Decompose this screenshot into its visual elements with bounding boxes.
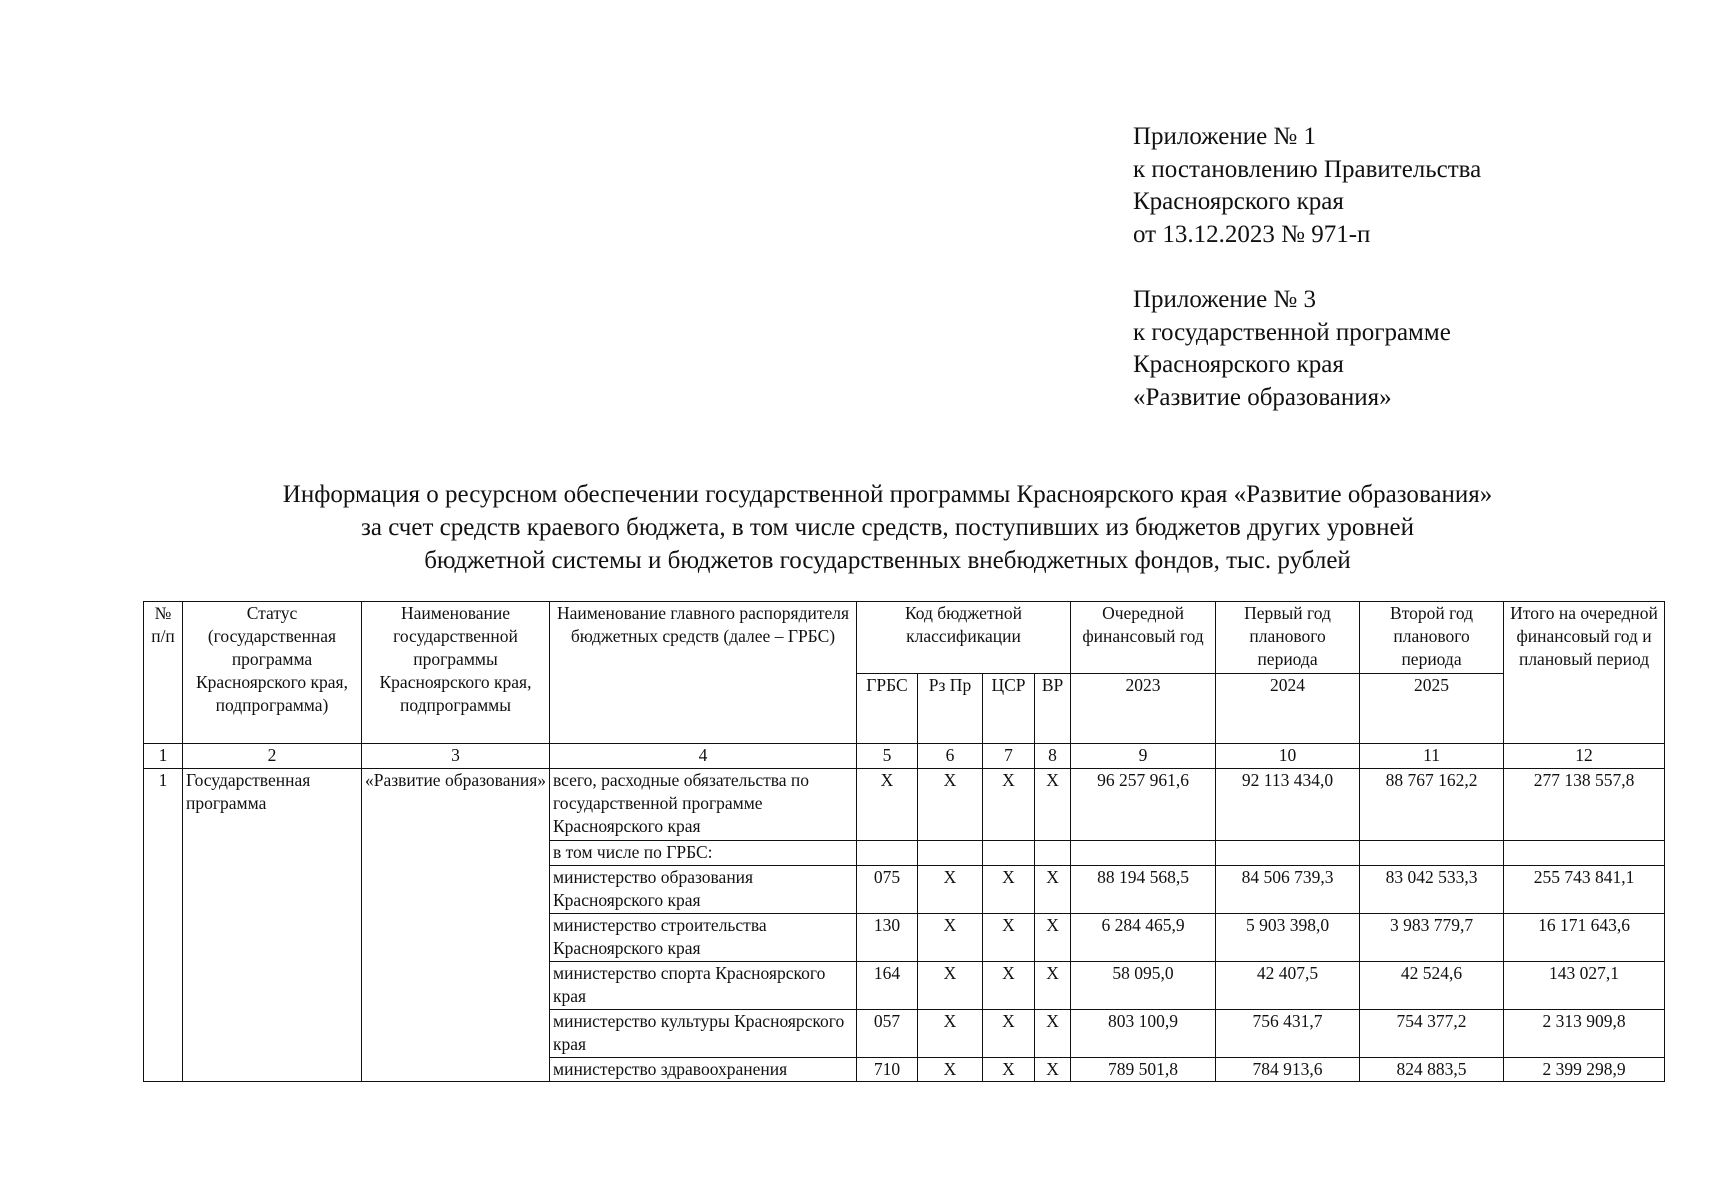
header-total: Итого на очередной финансовый год и плановый период [1504,602,1665,744]
appendix-1-header [1133,121,1481,251]
header-program-name: Наименование государственной программы Красноярского края, подпрограммы [362,602,550,744]
row-2024: 756 431,7 [1216,1010,1360,1058]
title-line: за счет средств краевого бюджета, в том числе средств, поступивших из бюджетов других уровней [360,514,1414,541]
column-number: 2 [183,744,362,769]
header-status: Статус (государственная программа Красноярского края, подпрограмма) [183,602,362,744]
row-csr: Х [983,1058,1035,1082]
row-total: 2 399 298,9 [1504,1058,1665,1082]
row-vr: Х [1035,866,1071,914]
row-2025: 754 377,2 [1360,1010,1504,1058]
column-number: 9 [1071,744,1216,769]
resource-table [143,601,1665,1082]
row-csr [983,841,1035,866]
row-vr: Х [1035,914,1071,962]
row-vr: Х [1035,1010,1071,1058]
row-rzpr: Х [918,866,983,914]
header-csr: ЦСР [983,674,1035,744]
row-vr: Х [1035,1058,1071,1082]
header-year-3-value: 2025 [1360,674,1504,744]
document-title [100,478,1675,577]
row-2023: 88 194 568,5 [1071,866,1216,914]
appendix-1-line: Красноярского края [1133,188,1344,215]
row-total: 143 027,1 [1504,962,1665,1010]
row-rzpr: Х [918,962,983,1010]
header-grbs-name: Наименование главного распорядителя бюджетных средств (далее – ГРБС) [550,602,857,744]
row-rzpr: Х [918,769,983,841]
column-number: 8 [1035,744,1071,769]
row-grbs-code: Х [857,769,918,841]
column-number: 3 [362,744,550,769]
title-line: Информация о ресурсном обеспечении государственной программы Красноярского края «Развитие образования» [282,481,1493,508]
row-2024 [1216,841,1360,866]
row-2025: 83 042 533,3 [1360,866,1504,914]
appendix-3-line: Приложение № 3 [1133,286,1317,313]
row-2024: 84 506 739,3 [1216,866,1360,914]
row-program-name: «Развитие образования» [362,769,550,1082]
row-2024: 5 903 398,0 [1216,914,1360,962]
appendix-1-line: к постановлению Правительства [1133,155,1482,183]
appendix-3-line: к государственной программе [1133,318,1451,346]
row-vr: Х [1035,769,1071,841]
title-line: бюджетной системы и бюджетов государственных внебюджетных фондов, тыс. рублей [424,547,1351,574]
row-2025: 3 983 779,7 [1360,914,1504,962]
row-2023 [1071,841,1216,866]
row-csr: Х [983,962,1035,1010]
row-grbs-code: 075 [857,866,918,914]
column-number: 5 [857,744,918,769]
column-number: 7 [983,744,1035,769]
row-2023: 58 095,0 [1071,962,1216,1010]
row-rzpr: Х [918,914,983,962]
column-number: 11 [1360,744,1504,769]
row-vr: Х [1035,962,1071,1010]
appendix-3-line: Красноярского края [1133,351,1344,378]
appendix-3-header [1133,284,1451,414]
header-vr: ВР [1035,674,1071,744]
row-grbs-name: министерство здравоохранения [550,1058,857,1082]
row-vr [1035,841,1071,866]
row-grbs-name: в том числе по ГРБС: [550,841,857,866]
column-number: 10 [1216,744,1360,769]
header-year-2-value: 2024 [1216,674,1360,744]
column-number: 6 [918,744,983,769]
row-2025 [1360,841,1504,866]
header-num: № п/п [144,602,183,744]
row-grbs-name: министерство спорта Красноярского края [550,962,857,1010]
row-grbs-code: 710 [857,1058,918,1082]
appendix-1-line: от 13.12.2023 № 971-п [1133,220,1371,248]
row-grbs-name: министерство культуры Красноярского края [550,1010,857,1058]
column-numbers-row [144,744,1665,769]
row-rzpr [918,841,983,866]
table-row [144,769,1665,841]
row-total: 277 138 557,8 [1504,769,1665,841]
header-grbs-code: ГРБС [857,674,918,744]
header-year-1: Очередной финансовый год [1071,602,1216,674]
row-status: Государственная программа [183,769,362,1082]
row-grbs-name: министерство образования Красноярского края [550,866,857,914]
row-2024: 42 407,5 [1216,962,1360,1010]
row-2024: 92 113 434,0 [1216,769,1360,841]
row-csr: Х [983,866,1035,914]
column-number: 4 [550,744,857,769]
row-grbs-name: министерство строительства Красноярского края [550,914,857,962]
row-2023: 6 284 465,9 [1071,914,1216,962]
row-total: 2 313 909,8 [1504,1010,1665,1058]
row-total: 16 171 643,6 [1504,914,1665,962]
appendix-3-line: «Развитие образования» [1133,383,1392,411]
row-grbs-name: всего, расходные обязательства по государственной программе Красноярского края [550,769,857,841]
header-year-3: Второй год планового периода [1360,602,1504,674]
row-csr: Х [983,1010,1035,1058]
row-2023: 96 257 961,6 [1071,769,1216,841]
row-rzpr: Х [918,1058,983,1082]
header-budget-code: Код бюджетной классификации [857,602,1071,674]
column-number: 1 [144,744,183,769]
appendix-1-line: Приложение № 1 [1133,123,1317,150]
header-rzpr: Рз Пр [918,674,983,744]
row-grbs-code: 057 [857,1010,918,1058]
row-grbs-code: 164 [857,962,918,1010]
row-2024: 784 913,6 [1216,1058,1360,1082]
row-2023: 803 100,9 [1071,1010,1216,1058]
column-number: 12 [1504,744,1665,769]
row-total [1504,841,1665,866]
row-grbs-code: 130 [857,914,918,962]
row-2025: 824 883,5 [1360,1058,1504,1082]
row-2023: 789 501,8 [1071,1058,1216,1082]
row-csr: Х [983,769,1035,841]
row-2025: 42 524,6 [1360,962,1504,1010]
header-year-2: Первый год планового периода [1216,602,1360,674]
row-csr: Х [983,914,1035,962]
row-2025: 88 767 162,2 [1360,769,1504,841]
row-rzpr: Х [918,1010,983,1058]
row-total: 255 743 841,1 [1504,866,1665,914]
row-grbs-code [857,841,918,866]
row-number: 1 [144,769,183,1082]
header-year-1-value: 2023 [1071,674,1216,744]
